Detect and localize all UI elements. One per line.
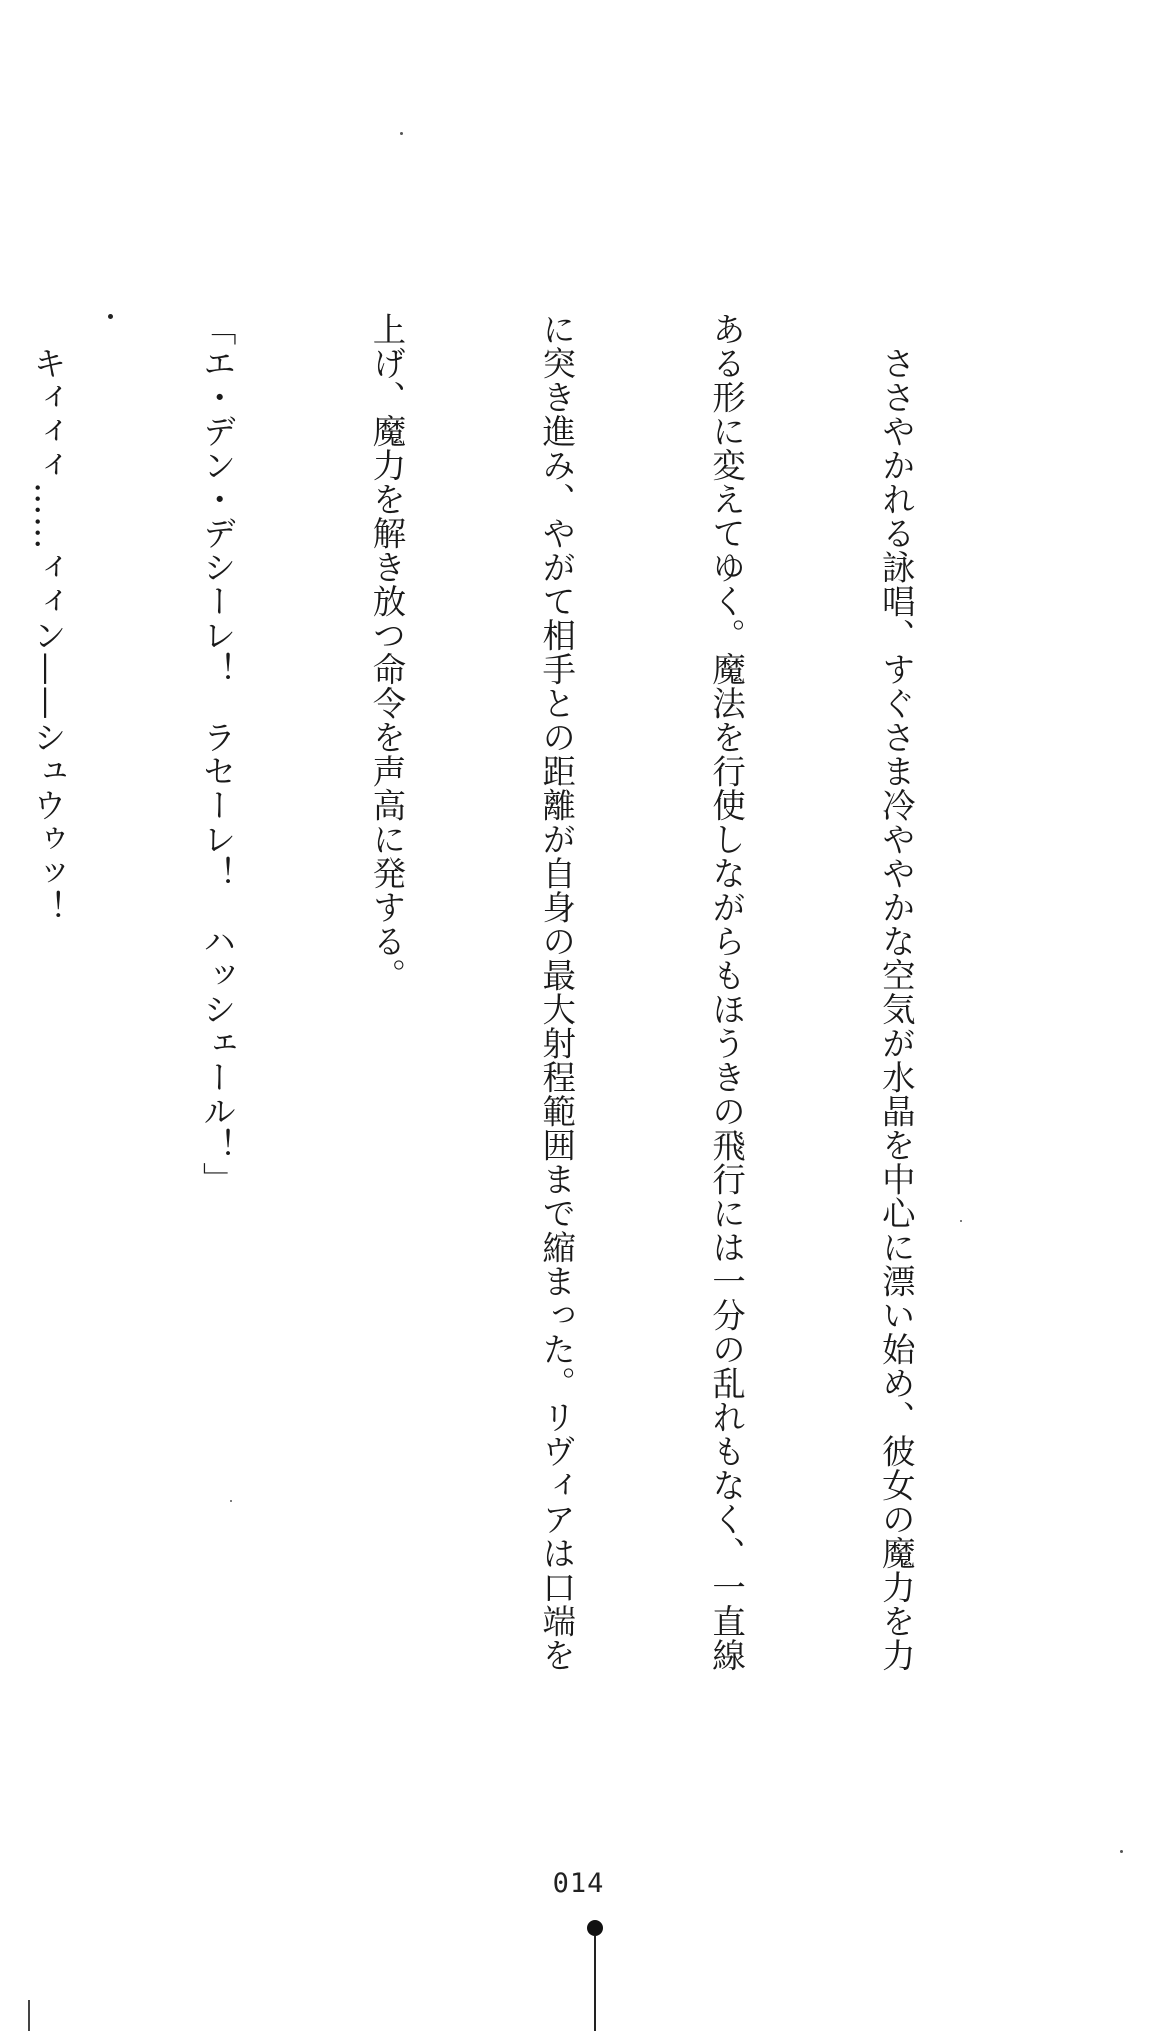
body-text [0, 312, 1037, 1712]
scan-speck [400, 132, 403, 135]
text-line: 上げ、魔力を解き放つ命令を声高に発する。 [367, 312, 407, 992]
binding-hole-mark [587, 1920, 603, 1936]
binding-line [594, 1936, 596, 2031]
text-line: ささやかれる詠唱、すぐさま冷ややかな空気が水晶を中心に漂い始め、彼女の魔力を力 [876, 312, 916, 1672]
text-line: 「エ・デン・デシーレ！ ラセーレ！ ハッシェール！」 [197, 312, 237, 1196]
scan-speck [960, 1220, 962, 1222]
text-line: ある形に変えてゆく。魔法を行使しながらもほうきの飛行には一分の乱れもなく、一直線 [707, 312, 747, 1672]
text-line: キィィィ……ィィン——シュウゥッ！ [27, 312, 67, 924]
text-line: に突き進み、やがて相手との距離が自身の最大射程範囲まで縮まった。リヴィアは口端を [537, 312, 577, 1672]
scan-speck [1120, 1850, 1123, 1853]
page-number: 014 [552, 1868, 605, 1899]
scan-edge-mark [28, 2000, 30, 2031]
scan-speck [108, 314, 113, 319]
scan-speck [230, 1500, 232, 1502]
